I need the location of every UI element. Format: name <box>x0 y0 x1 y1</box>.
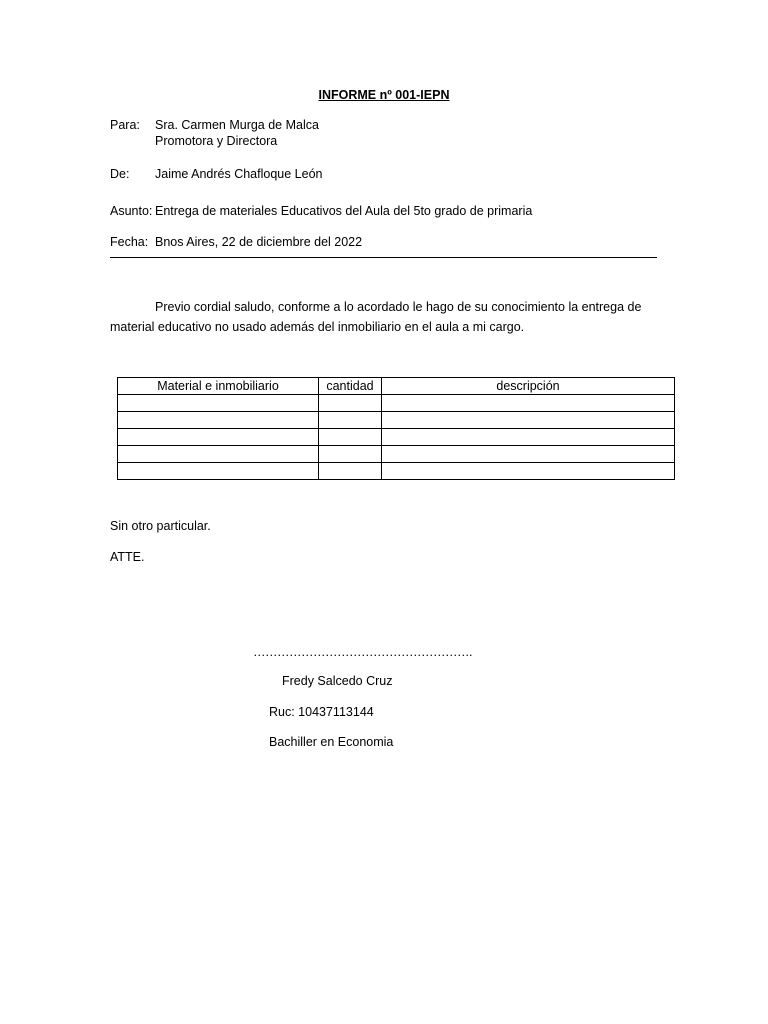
header-divider <box>110 257 657 258</box>
table-cell <box>382 412 675 429</box>
table-cell <box>382 463 675 480</box>
body-paragraph <box>110 297 670 337</box>
materials-table <box>117 377 675 480</box>
column-header-descripcion: descripción <box>382 378 675 395</box>
table-cell <box>118 395 319 412</box>
table-cell <box>118 463 319 480</box>
table-cell <box>319 412 382 429</box>
document-title: INFORME nº 001-IEPN <box>318 88 450 102</box>
para-recipient-title: Promotora y Directora <box>155 134 278 148</box>
table-row <box>118 463 675 480</box>
para-label: Para: <box>110 118 140 132</box>
table-cell <box>118 412 319 429</box>
asunto-value: Entrega de materiales Educativos del Aula del 5to grado de primaria <box>155 204 533 218</box>
table-cell <box>382 446 675 463</box>
table-cell <box>118 429 319 446</box>
table-row <box>118 395 675 412</box>
signer-degree: Bachiller en Economia <box>269 735 394 749</box>
table-cell <box>382 395 675 412</box>
table-cell <box>319 395 382 412</box>
table-cell <box>319 429 382 446</box>
asunto-label: Asunto: <box>110 204 153 218</box>
table-cell <box>319 446 382 463</box>
column-header-cantidad: cantidad <box>319 378 382 395</box>
atte-text: ATTE. <box>110 550 145 564</box>
table-cell <box>118 446 319 463</box>
table-row <box>118 446 675 463</box>
fecha-label: Fecha: <box>110 235 149 249</box>
fecha-value: Bnos Aires, 22 de diciembre del 2022 <box>155 235 363 249</box>
table-cell <box>382 429 675 446</box>
signature-line: ………………………………………………. <box>253 645 472 659</box>
table-row <box>118 412 675 429</box>
de-value: Jaime Andrés Chafloque León <box>155 167 323 181</box>
signer-name: Fredy Salcedo Cruz <box>282 674 393 688</box>
table-header-row <box>118 378 675 395</box>
para-recipient-name: Sra. Carmen Murga de Malca <box>155 118 319 132</box>
de-label: De: <box>110 167 130 181</box>
table-cell <box>319 463 382 480</box>
body-text: Previo cordial saludo, conforme a lo acordado le hago de su conocimiento la entrega de material educativo no usado además del inmobiliario en el aula a mi cargo. <box>110 300 642 334</box>
column-header-material: Material e inmobiliario <box>118 378 319 395</box>
closing-text: Sin otro particular. <box>110 519 211 533</box>
signer-ruc: Ruc: 10437113144 <box>269 705 374 719</box>
table-row <box>118 429 675 446</box>
